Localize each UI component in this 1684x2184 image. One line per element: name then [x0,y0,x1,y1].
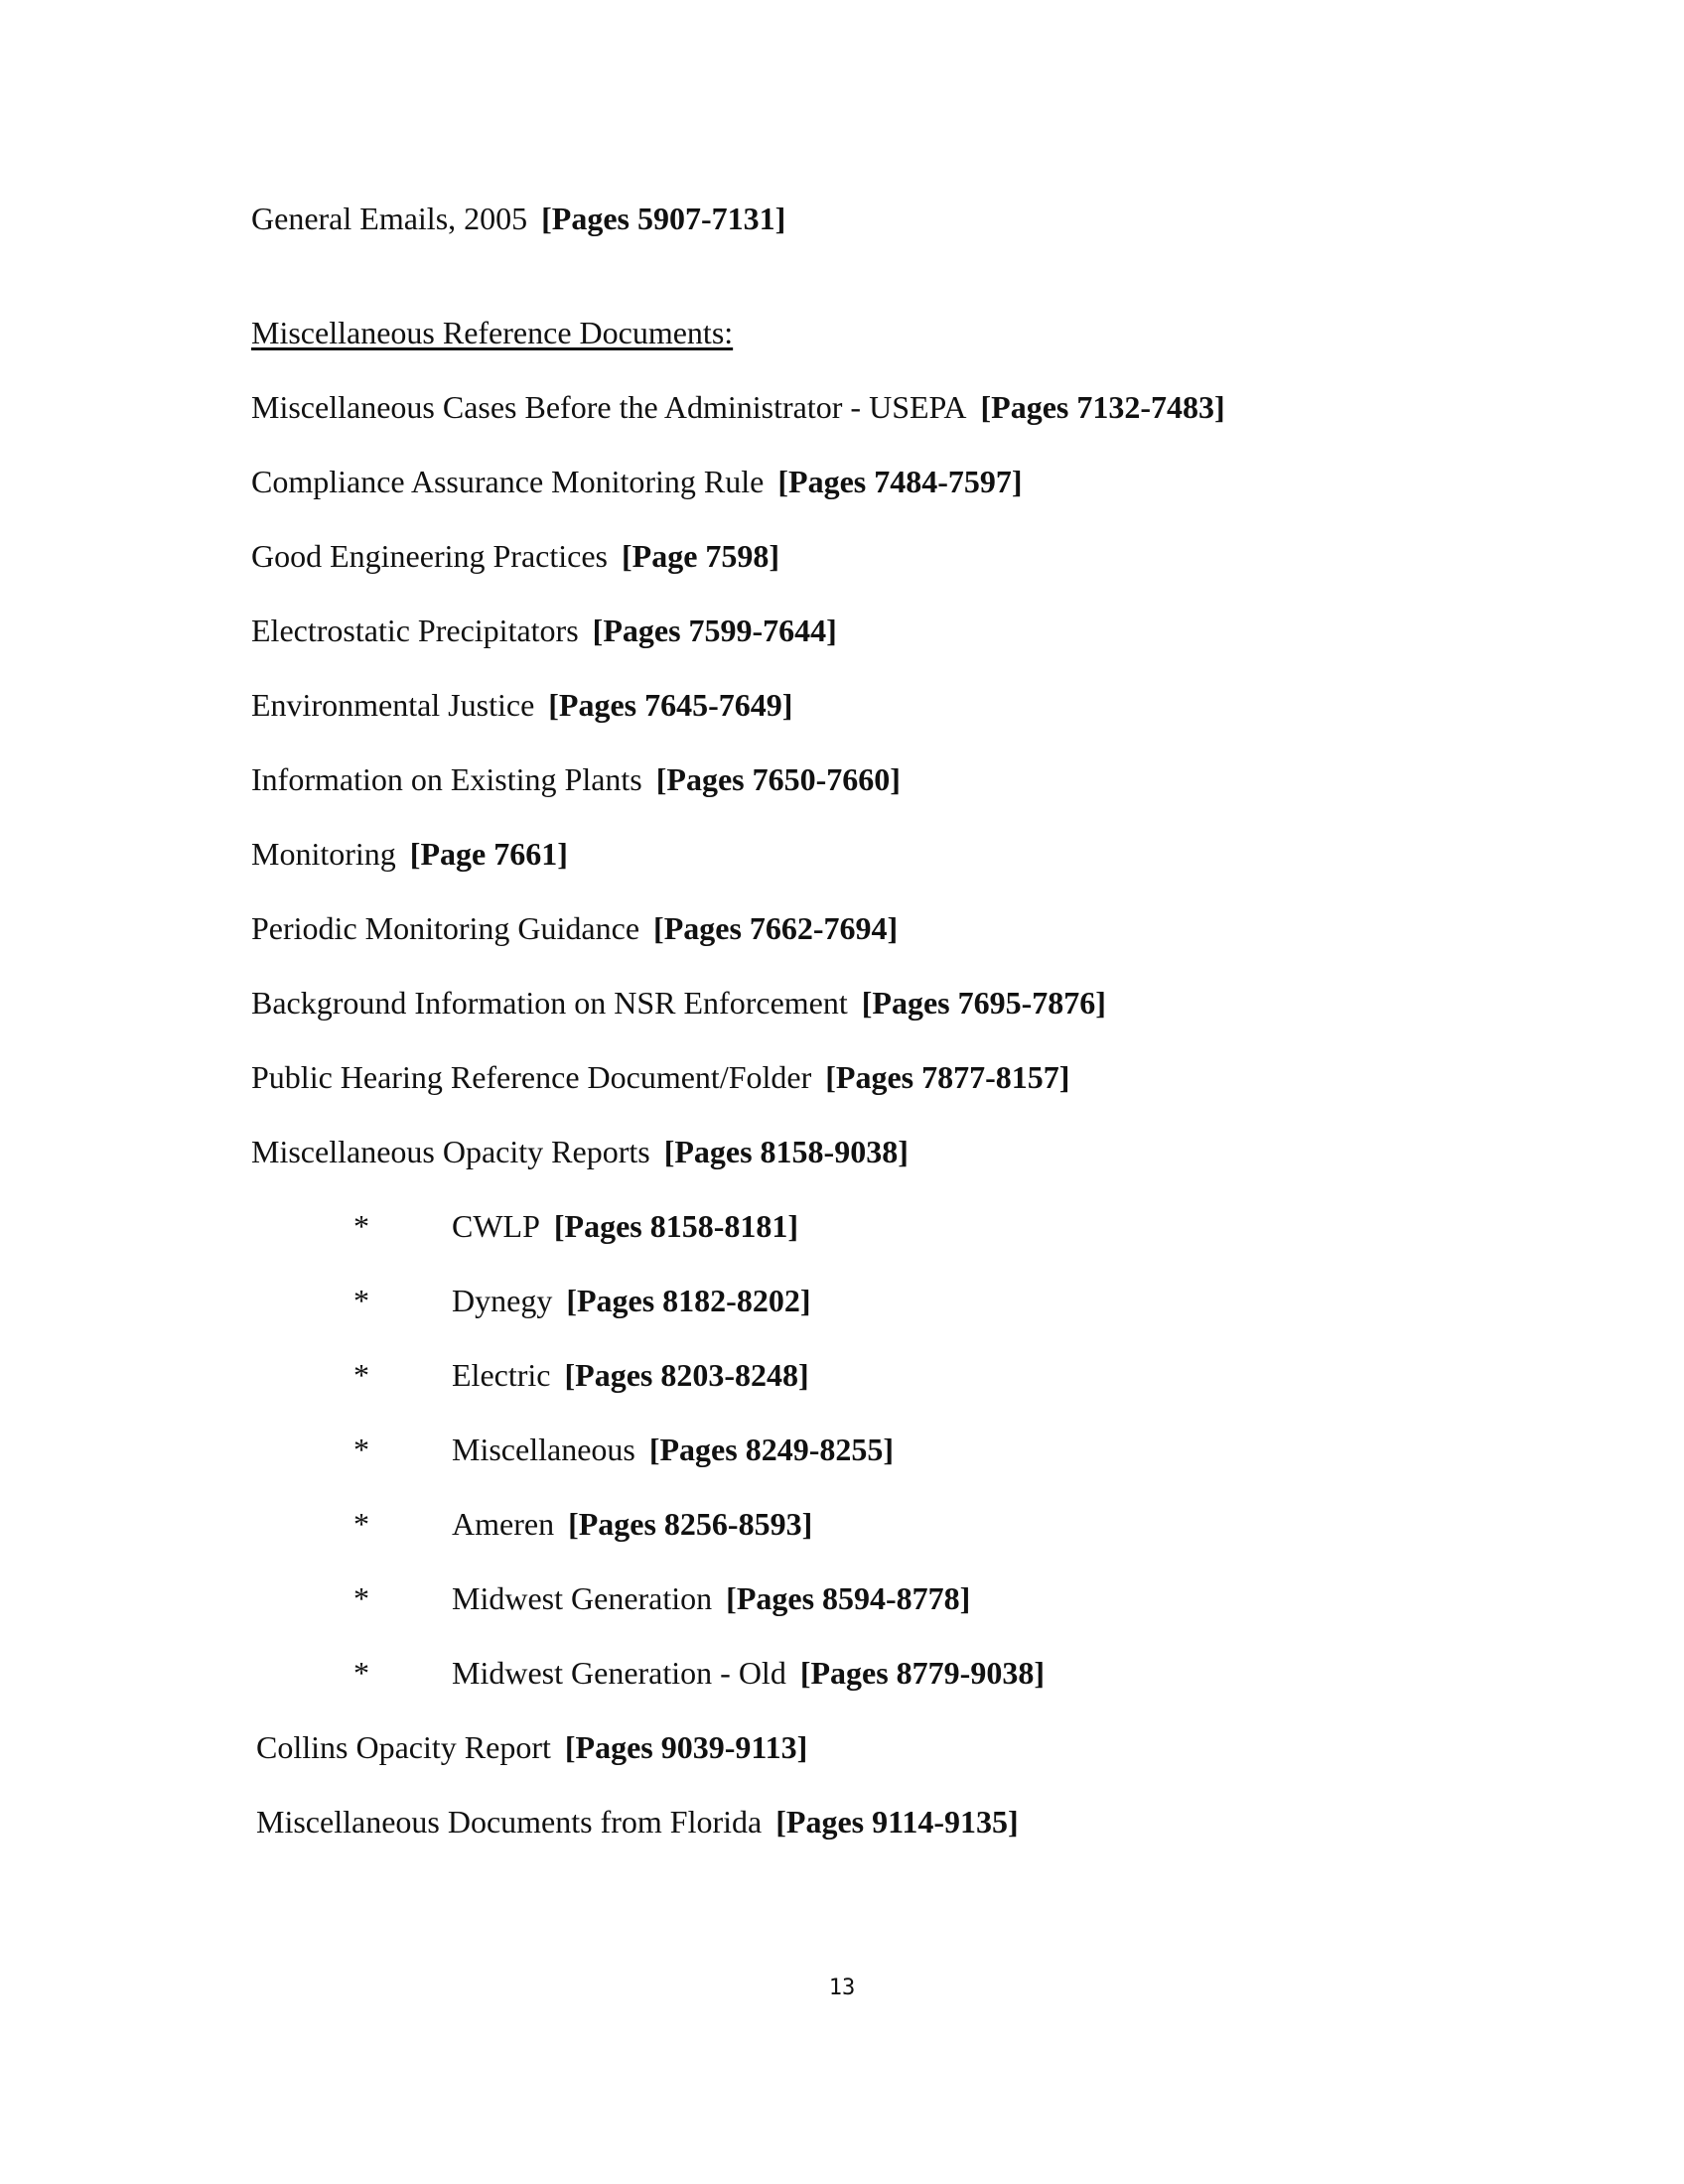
bullet-marker: * [353,1655,369,1691]
sub-entry-label: Ameren [452,1506,555,1542]
sub-entry-label: Midwest Generation - Old [452,1655,786,1691]
sub-list-item [452,1578,970,1618]
bullet-marker: * [353,1283,369,1318]
entry-label: Environmental Justice [251,687,535,723]
bullet-marker: * [353,1357,369,1393]
bullet-marker: * [353,1580,369,1616]
list-item [251,611,837,650]
sub-entry-pages: [Pages 8158-8181] [553,1208,799,1244]
sub-entry-pages: [Pages 8594-8778] [726,1580,971,1616]
sub-entry-pages: [Pages 8182-8202] [566,1283,811,1318]
bullet-marker: * [353,1208,369,1244]
sub-entry-label: CWLP [452,1208,540,1244]
list-item [251,387,1225,427]
bullet-marker: * [353,1432,369,1467]
sub-list-item [452,1653,1045,1693]
entry-pages: [Pages 7662-7694] [653,910,899,946]
list-item [251,834,568,874]
sub-entry-pages: [Pages 8256-8593] [568,1506,813,1542]
page-number: 13 [828,1976,856,2000]
list-item [251,908,898,948]
list-item [256,1802,1019,1842]
sub-entry-label: Miscellaneous [452,1432,635,1467]
entry-pages: [Pages 7650-7660] [655,761,901,797]
sub-entry-pages: [Pages 8203-8248] [564,1357,809,1393]
sub-list-item [452,1430,894,1469]
entry-pages: [Pages 7877-8157] [825,1059,1070,1095]
bullet-marker: * [353,1506,369,1542]
entry-pages: [Pages 7695-7876] [861,985,1106,1021]
sub-entry-pages: [Pages 8779-9038] [799,1655,1045,1691]
list-item [251,759,901,799]
sub-entry-label: Midwest Generation [452,1580,713,1616]
sub-list-item [452,1504,812,1544]
entry-label: General Emails, 2005 [251,201,528,236]
entry-label: Miscellaneous Documents from Florida [256,1804,763,1840]
entry-label: Monitoring [251,836,396,872]
list-item [256,1727,807,1767]
section-heading: Miscellaneous Reference Documents: [251,315,734,350]
sub-entry-label: Dynegy [452,1283,553,1318]
entry-pages: [Pages 7645-7649] [548,687,793,723]
entry-label: Miscellaneous Opacity Reports [251,1134,650,1169]
list-item [251,462,1023,501]
entry-label: Information on Existing Plants [251,761,642,797]
entry-label: Periodic Monitoring Guidance [251,910,640,946]
list-item [251,1132,909,1171]
entry-label: Public Hearing Reference Document/Folder [251,1059,812,1095]
entry-pages: [Page 7661] [409,836,568,872]
sub-entry-pages: [Pages 8249-8255] [648,1432,895,1467]
list-item [251,536,779,576]
list-item [251,983,1106,1023]
entry-pages: [Pages 7484-7597] [777,464,1023,499]
list-item [251,685,792,725]
sub-list-item [452,1281,810,1320]
entry-label: Electrostatic Precipitators [251,613,579,648]
sub-list-item [452,1206,798,1246]
sub-list-item [452,1355,809,1395]
entry-label: Background Information on NSR Enforcement [251,985,848,1021]
entry-label: Good Engineering Practices [251,538,608,574]
entry-pages: [Pages 9114-9135] [775,1804,1019,1840]
entry-general-emails [251,199,785,238]
list-item [251,1057,1069,1097]
sub-entry-label: Electric [452,1357,551,1393]
entry-pages: [Pages 7599-7644] [592,613,837,648]
entry-pages: [Pages 5907-7131] [541,201,786,236]
entry-pages: [Pages 8158-9038] [663,1134,909,1169]
entry-label: Compliance Assurance Monitoring Rule [251,464,765,499]
entry-pages: [Pages 7132-7483] [980,389,1225,425]
entry-label: Collins Opacity Report [256,1729,551,1765]
entry-pages: [Pages 9039-9113] [564,1729,808,1765]
entry-label: Miscellaneous Cases Before the Administrator - USEPA [251,389,967,425]
entry-pages: [Page 7598] [622,538,780,574]
